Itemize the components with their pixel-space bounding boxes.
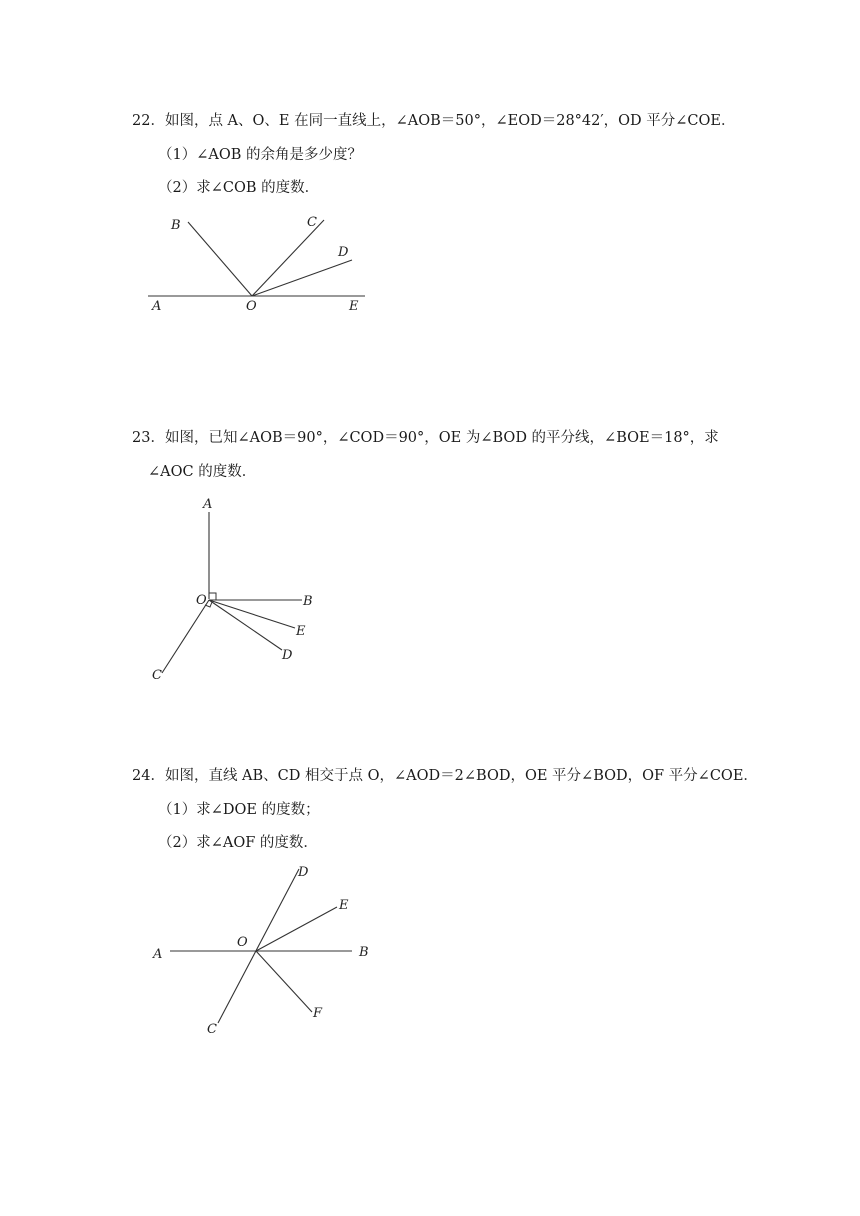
label-o: O xyxy=(196,593,207,608)
problem-24-part-2: （2）求∠AOF 的度数． xyxy=(158,835,318,851)
label-e: E xyxy=(339,898,349,913)
problem-22-part-1: （1）∠AOB 的余角是多少度？ xyxy=(158,147,362,163)
problem-23-statement-cont: ∠AOC 的度数． xyxy=(148,464,257,480)
problem-23-statement: 23．如图，已知∠AOB＝90°，∠COD＝90°，OE 为∠BOD 的平分线，∠BOE＝18°，求 xyxy=(132,430,719,446)
line-cd xyxy=(218,869,299,1023)
ray-oe xyxy=(256,907,337,951)
label-f: F xyxy=(313,1006,323,1021)
label-a: A xyxy=(153,947,163,962)
label-b: B xyxy=(171,218,181,233)
problem-24-statement: 24．如图，直线 AB、CD 相交于点 O，∠AOD＝2∠BOD，OE 平分∠BOD，OF 平分∠COE． xyxy=(132,768,758,784)
problem-22-part-2: （2）求∠COB 的度数． xyxy=(158,180,320,196)
label-b: B xyxy=(359,945,369,960)
label-a: A xyxy=(152,299,162,314)
label-e: E xyxy=(349,299,359,314)
problem-24-part-1: （1）求∠DOE 的度数； xyxy=(158,802,320,818)
problem-22-statement: 22．如图，点 A、O、E 在同一直线上，∠AOB＝50°，∠EOD＝28°42′，OD 平分∠COE． xyxy=(132,113,736,129)
ray-of xyxy=(256,951,312,1012)
label-c: C xyxy=(307,215,317,230)
label-c: C xyxy=(207,1022,217,1037)
label-d: D xyxy=(338,245,349,260)
label-d: D xyxy=(298,865,309,880)
label-o: O xyxy=(237,935,248,950)
label-d: D xyxy=(282,648,293,663)
label-b: B xyxy=(303,594,313,609)
label-o: O xyxy=(246,299,257,314)
label-c: C xyxy=(152,668,162,683)
label-a: A xyxy=(203,497,213,512)
label-e: E xyxy=(296,624,306,639)
